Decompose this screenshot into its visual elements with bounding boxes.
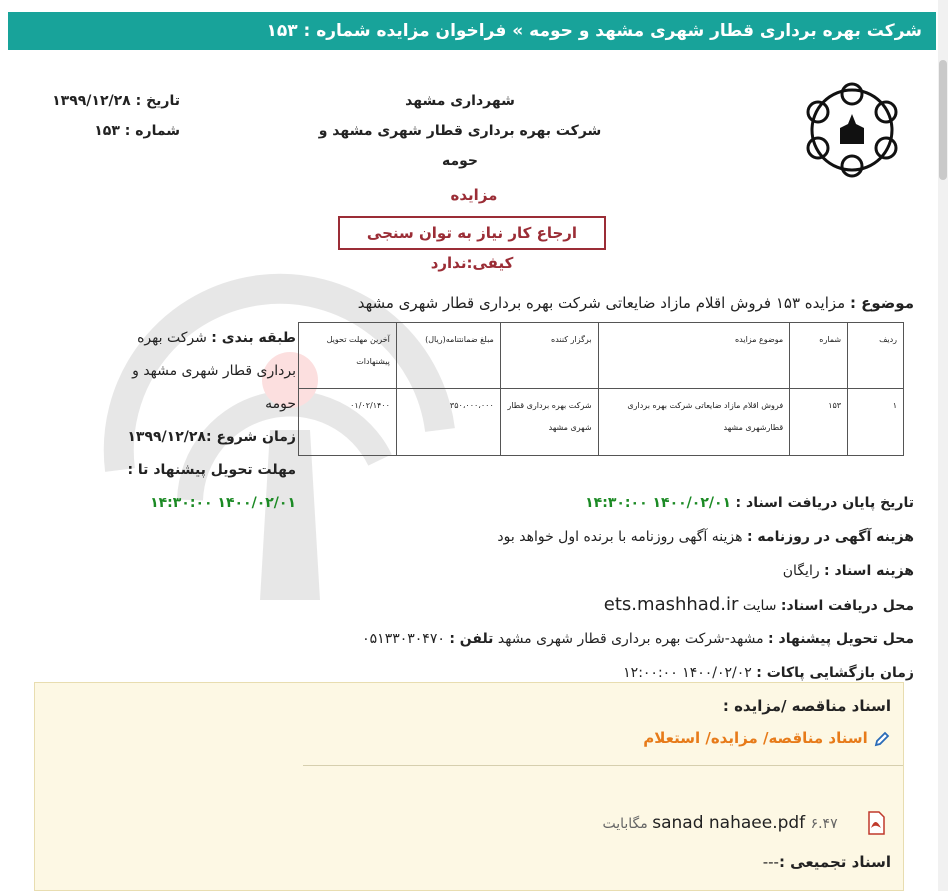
file-name[interactable]: sanad nahaee.pdf (652, 813, 806, 833)
letter-date: تاریخ : ۱۳۹۹/۱۲/۲۸ (52, 93, 180, 109)
table-cell: فروش اقلام مازاد ضایعاتی شرکت بهره برداری قطارشهری مشهد (598, 389, 790, 456)
documents-link[interactable] (643, 729, 891, 748)
delivery-value: مشهد-شرکت بهره برداری قطار شهری مشهد (493, 631, 769, 647)
phone-value: ۰۵۱۳۳۰۳۰۴۷۰ (362, 631, 450, 647)
subject-text: مزایده ۱۵۳ فروش اقلام مازاد ضایعاتی شرکت بهره برداری قطار شهری مشهد (357, 294, 850, 312)
table-cell: ۱۵۳ (790, 389, 848, 456)
table-header: شماره (790, 323, 848, 389)
ad-cost-value: هزینه آگهی روزنامه با برنده اول خواهد بود (497, 529, 747, 545)
documents-panel (34, 682, 904, 891)
subject (358, 294, 914, 312)
letter-number: شماره : ۱۵۳ (94, 123, 180, 139)
table-cell: ۳۵۰،۰۰۰،۰۰۰ (396, 389, 500, 456)
divider (303, 765, 903, 766)
table-cell: ۰۱/۰۲/۱۴۰۰ (299, 389, 397, 456)
deadline-value: ۱۴۰۰/۰۲/۰۱ ۱۴:۳۰:۰۰ (150, 495, 296, 511)
documents-title: اسناد مناقصه /مزایده : (722, 697, 891, 715)
table-header: برگزار کننده (500, 323, 598, 389)
category-value: شرکت بهره برداری قطار شهری مشهد و حومه (132, 330, 296, 412)
doc-deadline-label: تاریخ پایان دریافت اسناد : (735, 495, 914, 511)
quality-note: ارجاع کار نیاز به توان سنجی کیفی:ندارد (338, 216, 606, 250)
table-header: آخرین مهلت تحویل پیشنهادات (299, 323, 397, 389)
documents-link-label[interactable]: اسناد مناقصه/ مزایده/ استعلام (643, 729, 868, 747)
deadline-label: مهلت تحویل پیشنهاد تا : (127, 462, 296, 478)
table-row (299, 389, 904, 456)
doc-place-prefix: سایت (738, 598, 781, 614)
delivery-label: محل تحویل پیشنهاد : (768, 631, 914, 647)
doc-cost-label: هزینه اسناد : (824, 563, 914, 579)
ad-cost-label: هزینه آگهی در روزنامه : (746, 529, 914, 545)
auction-label: مزایده (450, 186, 498, 204)
phone-label: تلفن : (449, 631, 494, 647)
opening-label: زمان بازگشایی پاکات : (756, 665, 914, 681)
table-header: موضوع مزایده (598, 323, 790, 389)
doc-place-label: محل دریافت اسناد: (780, 598, 914, 614)
opening-value: ۱۴۰۰/۰۲/۰۲ ۱۲:۰۰:۰۰ (623, 665, 757, 681)
start-value: ۱۳۹۹/۱۲/۲۸ (127, 429, 206, 445)
general-docs (763, 853, 891, 871)
org-line-2: شرکت بهره برداری قطار شهری مشهد و حومه (318, 123, 602, 169)
details (294, 486, 914, 690)
org-line-1: شهرداری مشهد (405, 93, 515, 109)
table-cell: ۱ (848, 389, 904, 456)
side-info (116, 322, 296, 520)
scrollbar-thumb[interactable] (939, 60, 947, 180)
subject-label: موضوع : (849, 294, 914, 312)
general-docs-label: اسناد تجمیعی : (778, 853, 891, 871)
doc-cost-value: رایگان (782, 563, 825, 579)
table-cell: شرکت بهره برداری قطار شهری مشهد (500, 389, 598, 456)
pdf-file-link[interactable] (602, 811, 887, 835)
edit-pencil-icon (873, 730, 891, 748)
mashhad-municipality-logo (800, 80, 904, 180)
table-header: مبلغ ضمانتنامه(ریال) (396, 323, 500, 389)
doc-place-site: ets.mashhad.ir (603, 594, 739, 615)
page-title-bar: شرکت بهره برداری قطار شهری مشهد و حومه » فراخوان مزایده شماره : ۱۵۳ (8, 12, 936, 50)
category-label: طبقه بندی : (211, 330, 296, 346)
letter-org (300, 86, 620, 176)
general-docs-value: --- (762, 853, 779, 871)
table-header: ردیف (848, 323, 904, 389)
pdf-file-icon (865, 811, 887, 835)
table-header-row (299, 323, 904, 389)
scrollbar[interactable] (938, 0, 948, 891)
file-size: ۶.۴۷ مگابایت (602, 816, 838, 832)
start-label: زمان شروع : (205, 429, 296, 445)
auction-table (298, 322, 904, 456)
doc-deadline-value: ۱۴۰۰/۰۲/۰۱ ۱۴:۳۰:۰۰ (585, 495, 732, 511)
